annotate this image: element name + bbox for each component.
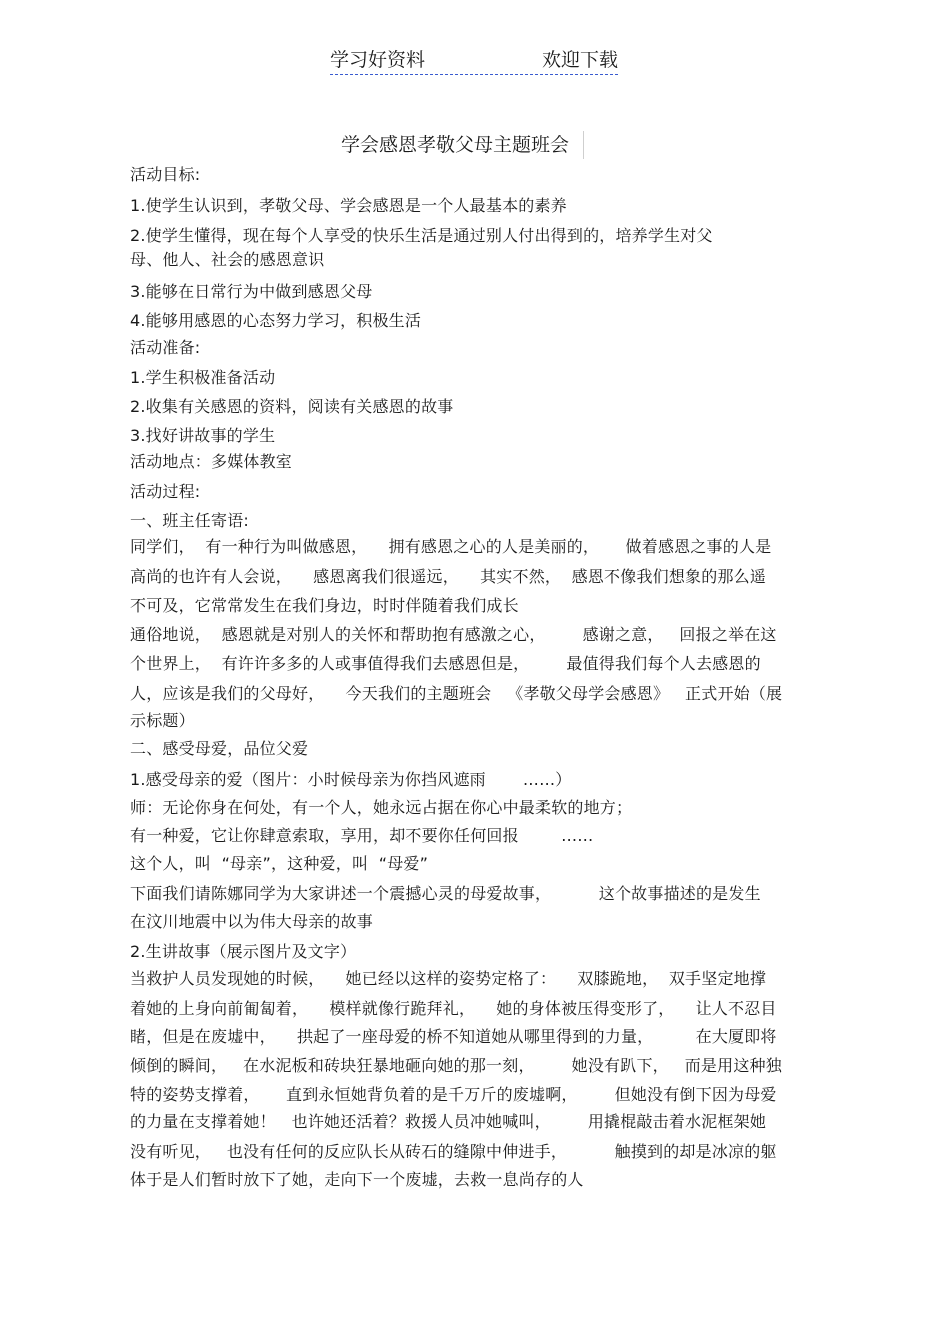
body-line: 3.能够在日常行为中做到感恩父母 — [130, 282, 373, 301]
body-line: 倾倒的瞬间， 在水泥板和砖块狂暴地砸向她的那一刻， 她没有趴下， 而是用这种独 — [130, 1056, 782, 1075]
body-line: 这个人，叫 “母亲”，这种爱，叫 “母爱” — [130, 854, 429, 873]
body-line: 没有听见， 也没有任何的反应队长从砖石的缝隙中伸进手， 触摸到的却是冰凉的躯 — [130, 1142, 777, 1161]
body-line: 人，应该是我们的父母好， 今天我们的主题班会 《孝敬父母学会感恩》 正式开始（展 — [130, 684, 783, 703]
body-line: 在汶川地震中以为伟大母亲的故事 — [130, 912, 374, 931]
body-line: 活动目标: — [130, 165, 201, 184]
body-line: 一、班主任寄语: — [130, 511, 249, 530]
body-line: 睹，但是在废墟中， 拱起了一座母爱的桥不知道她从哪里得到的力量， 在大厦即将 — [130, 1027, 777, 1046]
body-line: 示标题） — [130, 711, 195, 730]
body-line: 高尚的也许有人会说， 感恩离我们很遥远， 其实不然， 感恩不像我们想象的那么遥 — [130, 567, 767, 586]
body-line: 2.使学生懂得，现在每个人享受的快乐生活是通过别人付出得到的，培养学生对父 — [130, 226, 713, 245]
body-line: 1.感受母亲的爱（图片：小时候母亲为你挡风遮雨 ……） — [130, 770, 572, 789]
body-line: 二、感受母爱，品位父爱 — [130, 739, 309, 758]
body-line: 的力量在支撑着她！ 也许她还活着？救援人员冲她喊叫， 用撬棍敲击着水泥框架她 — [130, 1112, 767, 1131]
body-line: 特的姿势支撑着， 直到永恒她背负着的是千万斤的废墟啊， 但她没有倒下因为母爱 — [130, 1085, 777, 1104]
body-line: 活动过程: — [130, 482, 201, 501]
header-left-text: 学习好资料 — [330, 49, 426, 71]
body-line: 不可及，它常常发生在我们身边，时时伴随着我们成长 — [130, 596, 519, 615]
body-line: 有一种爱，它让你肆意索取，享用，却不要你任何回报 …… — [130, 826, 594, 845]
body-line: 4.能够用感恩的心态努力学习，积极生活 — [130, 311, 422, 330]
body-line: 1.使学生认识到，孝敬父母、学会感恩是一个人最基本的素养 — [130, 196, 567, 215]
body-line: 2.生讲故事（展示图片及文字） — [130, 942, 357, 961]
body-line: 下面我们请陈娜同学为大家讲述一个震撼心灵的母爱故事， 这个故事描述的是发生 — [130, 884, 761, 903]
document-title: 学会感恩孝敬父母主题班会 — [341, 131, 584, 159]
body-line: 个世界上， 有许许多多的人或事值得我们去感恩但是， 最值得我们每个人去感恩的 — [130, 654, 761, 673]
body-line: 活动地点：多媒体教室 — [130, 452, 293, 471]
body-line: 母、他人、社会的感恩意识 — [130, 250, 325, 269]
body-line: 同学们， 有一种行为叫做感恩， 拥有感恩之心的人是美丽的， 做着感恩之事的人是 — [130, 537, 772, 556]
header-right-text: 欢迎下载 — [541, 49, 618, 71]
body-line: 体于是人们暂时放下了她，走向下一个废墟，去救一息尚存的人 — [130, 1170, 584, 1189]
body-line: 通俗地说， 感恩就是对别人的关怀和帮助抱有感激之心， 感谢之意， 回报之举在这 — [130, 625, 777, 644]
body-line: 3.找好讲故事的学生 — [130, 426, 276, 445]
body-line: 2.收集有关感恩的资料，阅读有关感恩的故事 — [130, 397, 454, 416]
body-line: 着她的上身向前匍匐着， 模样就像行跪拜礼， 她的身体被压得变形了， 让人不忍目 — [130, 999, 777, 1018]
body-line: 师：无论你身在何处，有一个人，她永远占据在你心中最柔软的地方； — [130, 798, 633, 817]
body-line: 当救护人员发现她的时候， 她已经以这样的姿势定格了： 双膝跪地， 双手坚定地撑 — [130, 969, 767, 988]
body-line: 1.学生积极准备活动 — [130, 368, 276, 387]
body-line: 活动准备: — [130, 338, 201, 357]
